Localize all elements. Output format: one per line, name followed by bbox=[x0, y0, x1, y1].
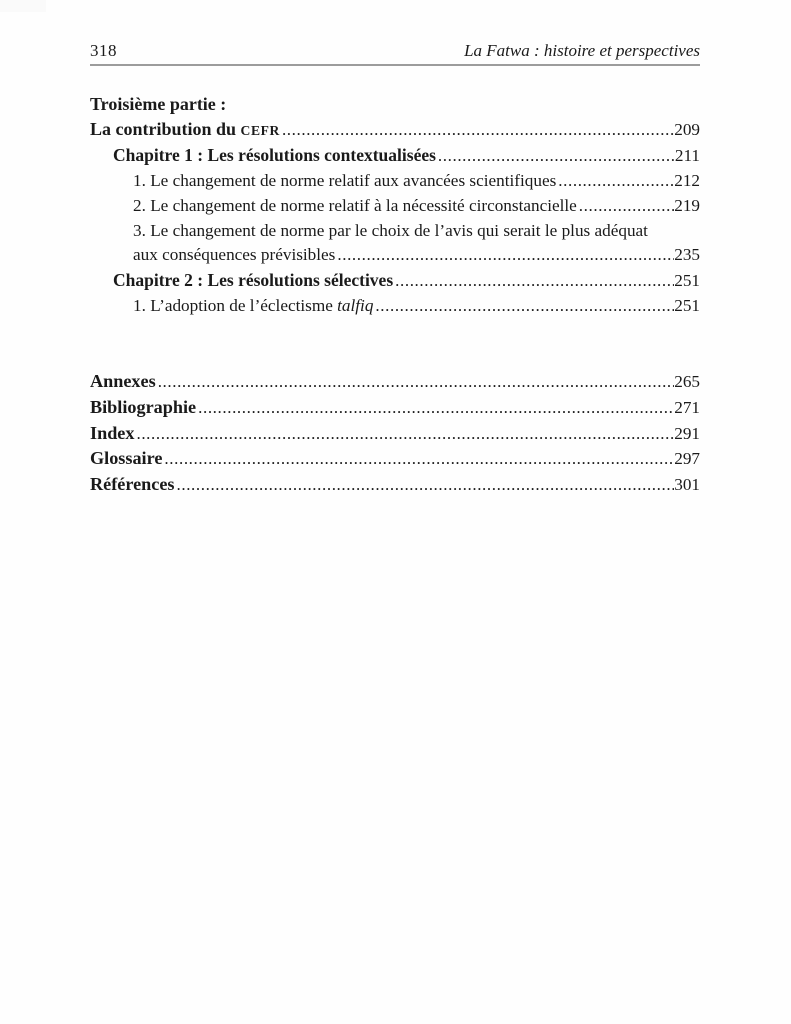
part-title-text bbox=[90, 117, 280, 144]
dot-leader bbox=[335, 243, 674, 268]
scan-artifact bbox=[0, 0, 46, 12]
toc-entry-label-italic-term: talfiq bbox=[337, 295, 374, 315]
toc-page-number: 271 bbox=[674, 398, 700, 418]
folio-page-number: 318 bbox=[90, 41, 117, 60]
table-of-contents bbox=[90, 92, 700, 318]
toc-entry-item-wrapped-line2 bbox=[90, 243, 700, 268]
toc-entry-item bbox=[90, 169, 700, 194]
toc-part-line2 bbox=[90, 117, 700, 144]
toc-entry-chapter2 bbox=[90, 268, 700, 294]
toc-entry-label: Chapitre 1 : Les résolutions contextualisées bbox=[113, 145, 436, 166]
toc-entry-item bbox=[90, 294, 700, 319]
part-title-main: La contribution du bbox=[90, 118, 241, 139]
backmatter-entry-annexes bbox=[90, 369, 700, 395]
toc-page-number: 301 bbox=[674, 475, 700, 495]
dot-leader bbox=[393, 269, 674, 294]
toc-page-number: 235 bbox=[674, 245, 700, 265]
toc-entry-label bbox=[133, 294, 373, 319]
backmatter-label: Index bbox=[90, 422, 135, 443]
backmatter-label: Bibliographie bbox=[90, 397, 197, 418]
toc-entry-item bbox=[90, 194, 700, 219]
toc-entry-label: aux conséquences prévisibles bbox=[133, 245, 336, 265]
toc-page-number: 251 bbox=[674, 270, 700, 290]
dot-leader bbox=[577, 194, 674, 219]
toc-page-number: 265 bbox=[674, 372, 700, 392]
running-title: La Fatwa : histoire et perspectives bbox=[464, 41, 700, 60]
backmatter-entry-glossaire bbox=[90, 446, 700, 472]
toc-entry-item-wrapped-line1 bbox=[90, 219, 700, 244]
backmatter-entry-index bbox=[90, 421, 700, 447]
dot-leader bbox=[436, 144, 675, 169]
toc-page-number: 251 bbox=[674, 295, 700, 315]
backmatter-entry-references bbox=[90, 472, 700, 498]
dot-leader bbox=[373, 294, 674, 319]
toc-page-number: 219 bbox=[674, 195, 700, 215]
backmatter-entry-bibliographie bbox=[90, 395, 700, 421]
backmatter-label: Glossaire bbox=[90, 448, 163, 469]
page-header bbox=[90, 41, 700, 66]
dot-leader bbox=[556, 169, 674, 194]
toc-part-line1 bbox=[90, 92, 700, 117]
backmatter-label: Annexes bbox=[90, 371, 156, 392]
dot-leader bbox=[175, 472, 675, 498]
toc-page-number: 212 bbox=[674, 171, 700, 191]
dot-leader bbox=[134, 421, 674, 447]
toc-entry-label-main: 1. L’adoption de l’éclectisme bbox=[133, 295, 338, 315]
toc-entry-chapter1 bbox=[90, 143, 700, 169]
dot-leader bbox=[162, 446, 674, 472]
toc-entry-label: Chapitre 2 : Les résolutions sélectives bbox=[113, 269, 394, 290]
toc-page-number: 209 bbox=[674, 119, 700, 139]
toc-page-number: 297 bbox=[674, 449, 700, 469]
dot-leader bbox=[196, 395, 674, 421]
dot-leader bbox=[156, 369, 675, 395]
toc-entry-label: 2. Le changement de norme relatif à la nécessité circonstancielle bbox=[133, 195, 577, 215]
backmatter-list bbox=[90, 369, 700, 498]
part-title-text: Troisième partie : bbox=[90, 94, 227, 114]
toc-page-number: 211 bbox=[674, 146, 700, 166]
dot-leader bbox=[280, 118, 674, 143]
backmatter-label: Références bbox=[90, 474, 175, 495]
toc-entry-label: 3. Le changement de norme par le choix de l’avis qui serait le plus adéquat bbox=[133, 220, 648, 240]
toc-page-number: 291 bbox=[674, 423, 700, 443]
acronym-cefr: CEFR bbox=[240, 122, 280, 138]
toc-entry-label: 1. Le changement de norme relatif aux avancées scientifiques bbox=[133, 171, 557, 191]
